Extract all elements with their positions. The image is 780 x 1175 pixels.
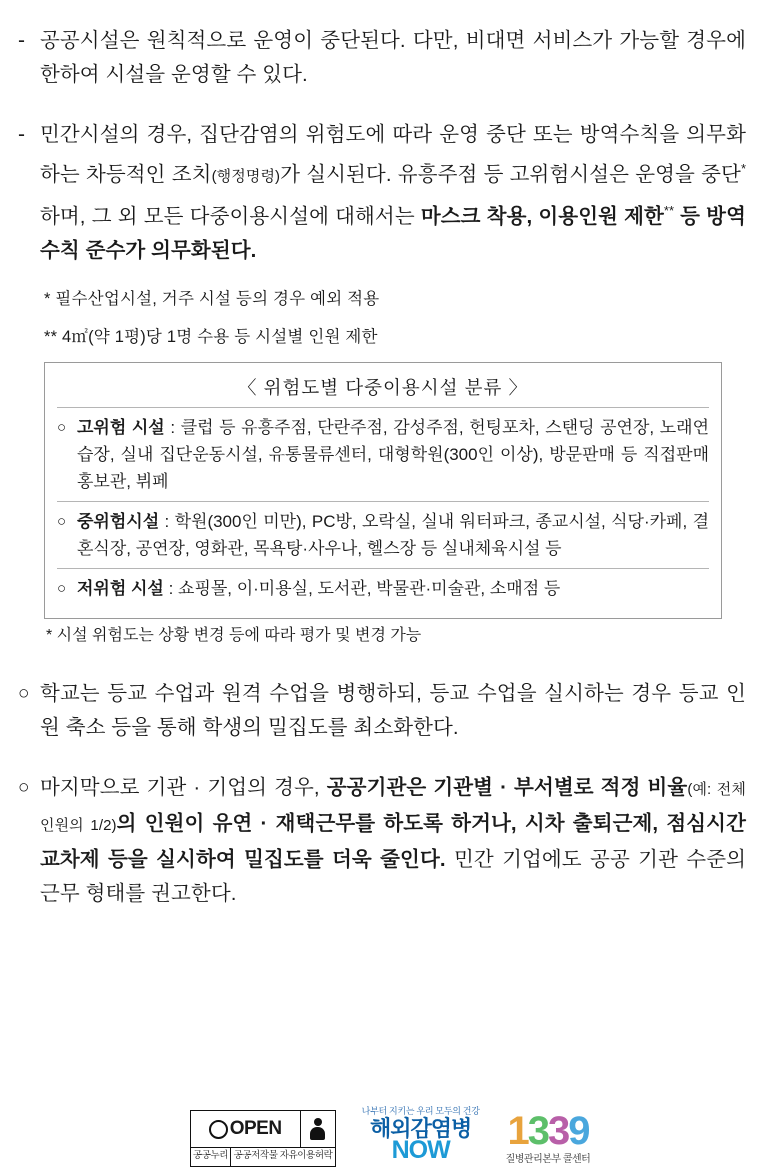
paragraph-text: 학교는 등교 수업과 원격 수업을 병행하되, 등교 수업을 실시하는 경우 등교 인원 축소 등을 통해 학생의 밀집도를 최소화한다. (40, 681, 746, 739)
p2-footnote-mark-single: * (740, 161, 746, 176)
now-main-text: 해외감염병 (370, 1116, 472, 1141)
now-tagline: 나부터 지키는 우리 모두의 건강 (361, 1106, 480, 1116)
circle-marker: ○ (57, 418, 67, 436)
box-footnote: * 시설 위험도는 상황 변경 등에 따라 평가 및 변경 가능 (46, 626, 422, 644)
box-row-high-risk (57, 407, 709, 501)
p4-paren-example: (예: 전체 인원의 1/2) (40, 780, 746, 834)
box-row-text (77, 508, 709, 562)
risk-classification-box (44, 362, 722, 619)
box-row-separator: : (159, 511, 175, 531)
p2-bold-mask-capacity: 마스크 착용, 이용인원 제한 (420, 204, 664, 228)
paragraph-private-facilities (18, 118, 746, 268)
box-row-text (77, 575, 709, 602)
footer-logos (0, 1081, 780, 1167)
attribution-badge (300, 1111, 335, 1147)
p2-segment-3: 하며, 그 외 모든 다중이용시설에 대해서는 (40, 204, 421, 228)
circle-marker: ○ (18, 682, 30, 704)
paragraph-public-facilities (18, 24, 746, 92)
paragraph-institutions (18, 771, 746, 911)
paragraph-text (40, 771, 746, 911)
box-row-separator: : (163, 578, 179, 598)
kogl-open-logo (190, 1110, 336, 1167)
kogl-caption-mid: 공공저작물 자유이용허락 (230, 1148, 334, 1166)
dash-marker: - (18, 123, 25, 146)
kogl-logo-captions (191, 1147, 335, 1166)
person-body (310, 1127, 325, 1140)
box-row-label: 저위험 시설 (77, 578, 164, 598)
kdca-number: 1339 (507, 1109, 589, 1153)
box-row-body: 학원(300인 미만), PC방, 오락실, 실내 워터파크, 종교시설, 식당·카페, 결혼식장, 공연장, 영화관, 목욕탕·사우나, 헬스장 등 실내체육시설 등 (77, 511, 709, 558)
paragraph-text (40, 118, 746, 268)
box-row-body: 쇼핑몰, 이·미용실, 도서관, 박물관·미술관, 소매점 등 (178, 578, 561, 598)
person-head (314, 1118, 322, 1126)
p2-paren-administrative-order: (행정명령) (211, 167, 281, 185)
box-row-low-risk (57, 568, 709, 608)
footnote-double-asterisk: ** 4㎡(약 1평)당 1명 수용 등 시설별 인원 제한 (44, 327, 378, 346)
kdca-caption: 질병관리본부 콜센터 (505, 1154, 591, 1165)
now-sub-text: NOW (391, 1136, 450, 1164)
p4-bold-2: 의 인원이 유연 · 재택근무를 하도록 하거나, 시차 출퇴근제, 점심시간 교차제 등을 실시하여 밀집도를 더욱 줄인다. (40, 811, 746, 871)
p2-segment-1: 민간시설의 경우, 집단감염의 위험도에 따라 운영 중단 또는 방역수칙을 의무화하는 차등적인 조치 (40, 123, 746, 186)
p2-bold-compliance: 등 방역수칙 준수가 의무화된다. (40, 204, 746, 262)
box-row-separator: : (164, 417, 181, 437)
paragraph-schools (18, 677, 746, 745)
kogl-caption-left: 공공누리 (192, 1150, 229, 1161)
circle-marker: ○ (18, 776, 30, 798)
person-icon (310, 1118, 325, 1140)
open-text: OPEN (229, 1118, 282, 1139)
circle-marker: ○ (57, 579, 67, 597)
p4-segment-2: 민간 기업에도 공공 기관 수준의 근무 형태를 권고한다. (40, 847, 746, 905)
footnote-single-asterisk: * 필수산업시설, 거주 시설 등의 경우 예외 적용 (44, 289, 380, 308)
open-circle-icon (209, 1120, 228, 1139)
kogl-logo-top (191, 1111, 335, 1147)
circle-marker: ○ (57, 512, 67, 530)
box-row-label: 중위험시설 (77, 511, 160, 531)
dash-marker: - (18, 29, 25, 52)
box-row-text (77, 414, 709, 495)
open-wordmark (191, 1111, 300, 1147)
p2-segment-2: 가 실시된다. 유흥주점 등 고위험시설은 운영을 중단 (280, 162, 741, 186)
kdca-callcenter-logo (506, 1111, 591, 1167)
overseas-infectious-disease-now-logo (362, 1107, 480, 1167)
p4-bold-1: 공공기관은 기관별 · 부서별로 적정 비율 (326, 775, 688, 799)
paragraph-text: 공공시설은 원칙적으로 운영이 중단된다. 다만, 비대면 서비스가 가능할 경우에 한하여 시설을 운영할 수 있다. (40, 29, 746, 86)
box-title: 〈 위험도별 다중이용시설 분류 〉 (237, 376, 528, 398)
p4-segment-1: 마지막으로 기관 · 기업의 경우, (40, 775, 327, 799)
box-row-body: 클럽 등 유흥주점, 단란주점, 감성주점, 헌팅포차, 스탠딩 공연장, 노래연습장, 실내 집단운동시설, 유통물류센터, 대형학원(300인 이상), 방문판매 등 직접판매홍보관, 뷔페 (77, 417, 710, 491)
p2-footnote-mark-double: ** (663, 202, 675, 218)
box-row-medium-risk (57, 501, 709, 568)
box-row-label: 고위험 시설 (77, 417, 165, 437)
